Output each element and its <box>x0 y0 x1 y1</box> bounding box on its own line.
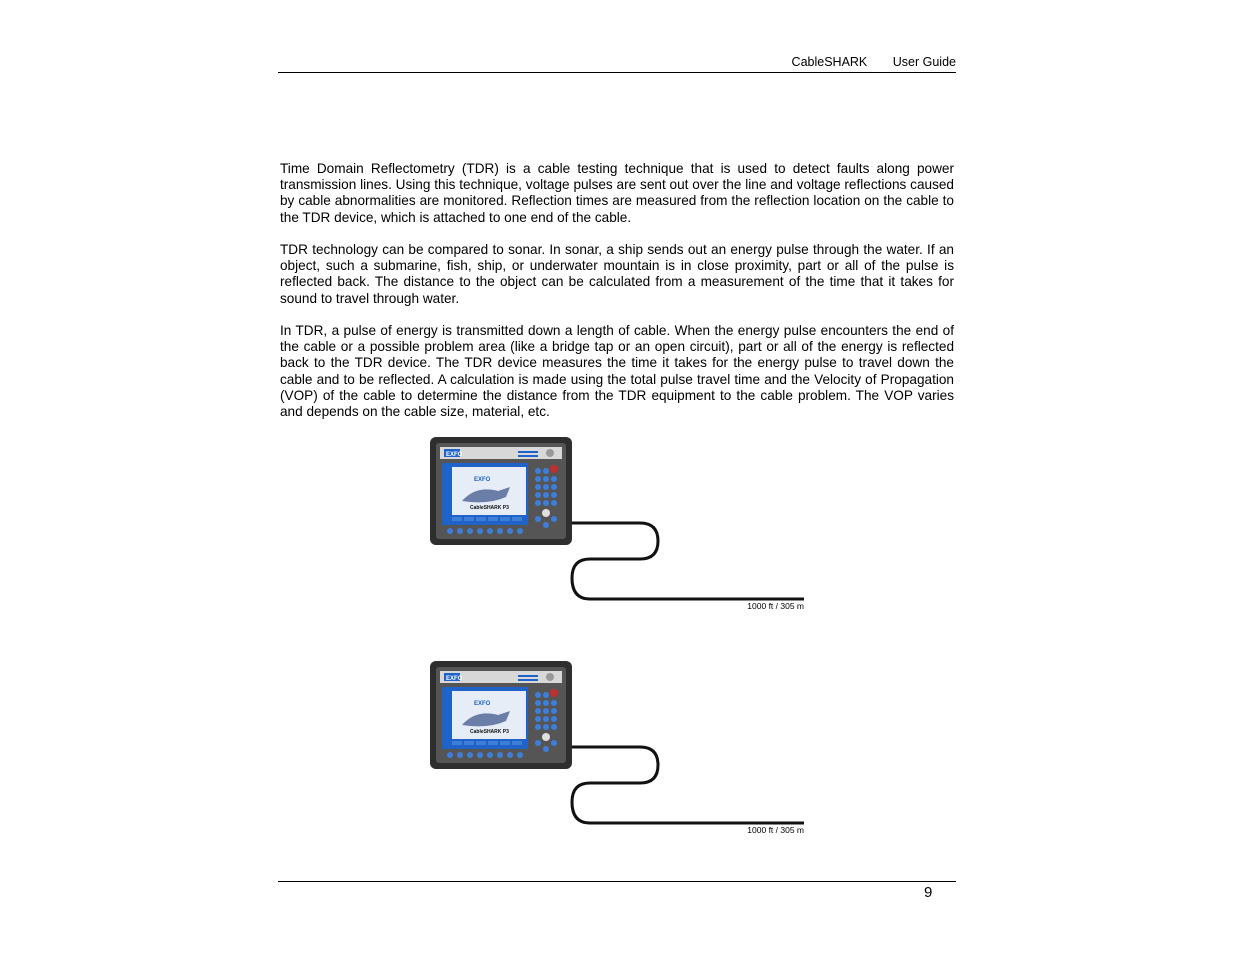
screen-title: CableSHARK P3 <box>470 729 509 735</box>
header-product: CableSHARK <box>791 55 868 69</box>
page-number: 9 <box>924 884 933 901</box>
device-illustration <box>428 661 808 846</box>
paragraph-tdr-definition: Time Domain Reflectometry (TDR) is a cable testing technique that is used to detect faults along power transmission lines. Using this technique, voltage pulses are sent out over the line and voltage reflections caused by cable abnormalities are monitored. Reflection times are measured from the reflection location on the cable to the TDR device, which is attached to one end of the cable. <box>280 161 954 225</box>
paragraph-sonar-comparison: TDR technology can be compared to sonar. In sonar, a ship sends out an energy pulse through the water. If an object, such a submarine, fish, ship, or underwater mountain is in close proximity, part or all of the pulse is reflected back. The distance to the object can be calculated from a measurement of the time that it takes for sound to travel through water. <box>280 242 954 306</box>
cable-line <box>568 523 804 599</box>
page-header <box>278 55 956 71</box>
cable-length-label: 1000 ft / 305 m <box>747 601 804 611</box>
tdr-device-figure-1 <box>428 437 808 622</box>
screen-title: CableSHARK P3 <box>470 505 509 511</box>
cable-length-label: 1000 ft / 305 m <box>747 825 804 835</box>
header-guide: User Guide <box>892 55 956 69</box>
screen-brand: EXFO <box>474 701 491 707</box>
header-rule <box>278 72 956 73</box>
footer-rule <box>278 881 956 882</box>
screen-brand: EXFO <box>474 477 491 483</box>
tdr-device-figure-2 <box>428 661 808 846</box>
paragraph-tdr-pulse: In TDR, a pulse of energy is transmitted down a length of cable. When the energy pulse encounters the end of the cable or a possible problem area (like a bridge tap or an open circuit), part or all of the energy is reflected back to the TDR device. The TDR device measures the time it takes for the energy pulse to travel down the cable and to be reflected. A calculation is made using the total pulse travel time and the Velocity of Propagation (VOP) of the cable to determine the distance from the TDR equipment to the cable problem. The VOP varies and depends on the cable size, material, etc. <box>280 323 954 420</box>
device-brand-label: EXFO <box>446 676 463 682</box>
device-illustration <box>428 437 808 622</box>
device-brand-label: EXFO <box>446 452 463 458</box>
cable-line <box>568 747 804 823</box>
